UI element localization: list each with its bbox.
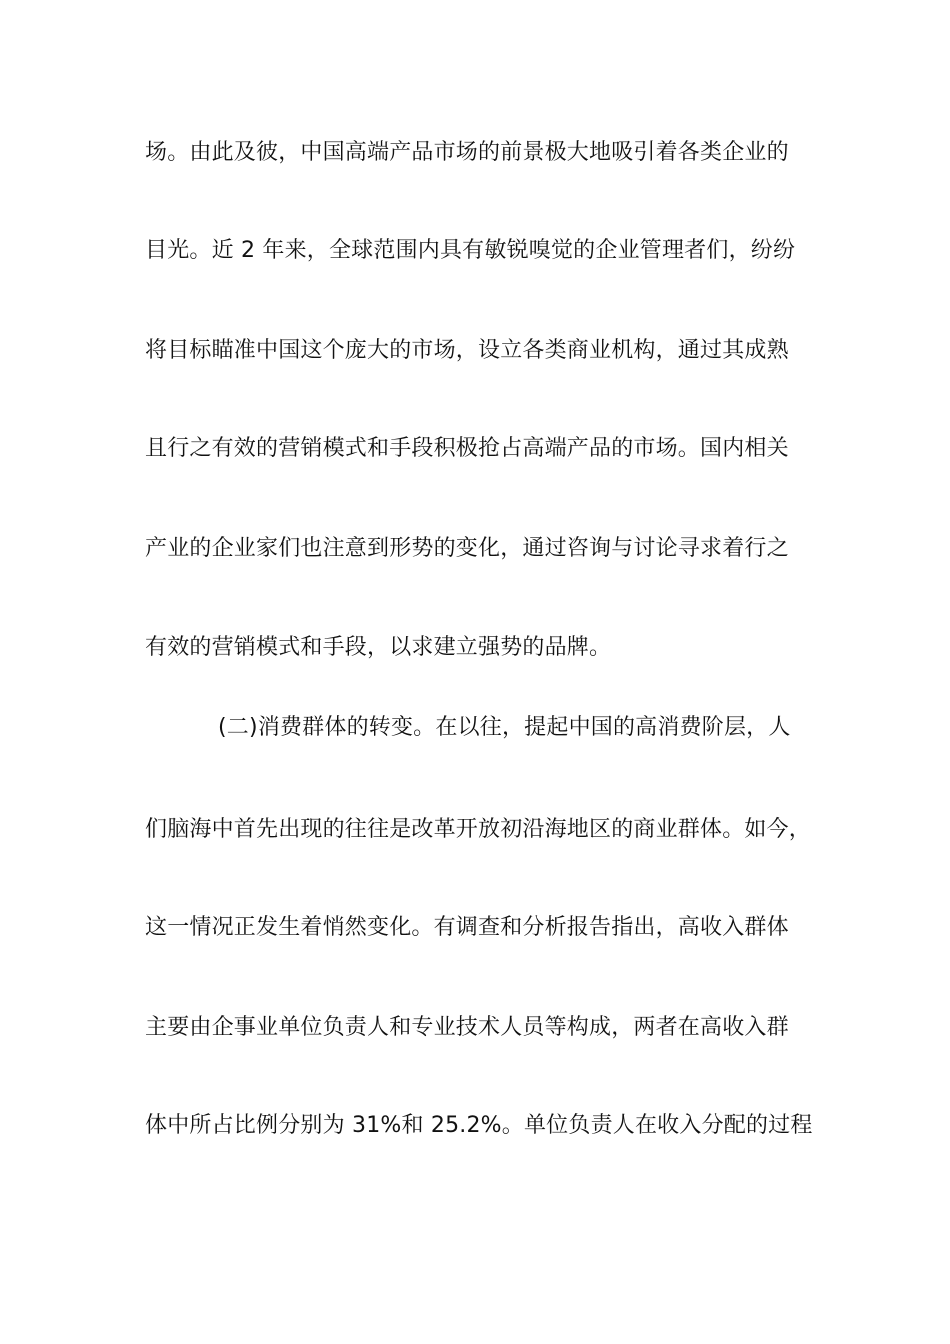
paragraph-line: 主要由企事业单位负责人和专业技术人员等构成，两者在高收入群 [145, 1015, 789, 1040]
paragraph-line: 目光。近 2 年来，全球范围内具有敏锐嗅觉的企业管理者们，纷纷 [145, 238, 796, 263]
paragraph-line: 且行之有效的营销模式和手段积极抢占高端产品的市场。国内相关 [145, 436, 789, 461]
paragraph-line: 们脑海中首先出现的往往是改革开放初沿海地区的商业群体。如今， [145, 817, 812, 842]
paragraph-line: 体中所占比例分别为 31%和 25.2%。单位负责人在收入分配的过程 [145, 1113, 813, 1138]
paragraph-line: 场。由此及彼，中国高端产品市场的前景极大地吸引着各类企业的 [145, 140, 789, 165]
paragraph-line: 这一情况正发生着悄然变化。有调查和分析报告指出，高收入群体 [145, 915, 789, 940]
section-heading-line: (二)消费群体的转变。在以往，提起中国的高消费阶层，人 [218, 715, 791, 740]
paragraph-line: 将目标瞄准中国这个庞大的市场，设立各类商业机构，通过其成熟 [145, 338, 789, 363]
paragraph-line: 产业的企业家们也注意到形势的变化，通过咨询与讨论寻求着行之 [145, 536, 789, 561]
paragraph-line: 有效的营销模式和手段，以求建立强势的品牌。 [145, 635, 612, 660]
